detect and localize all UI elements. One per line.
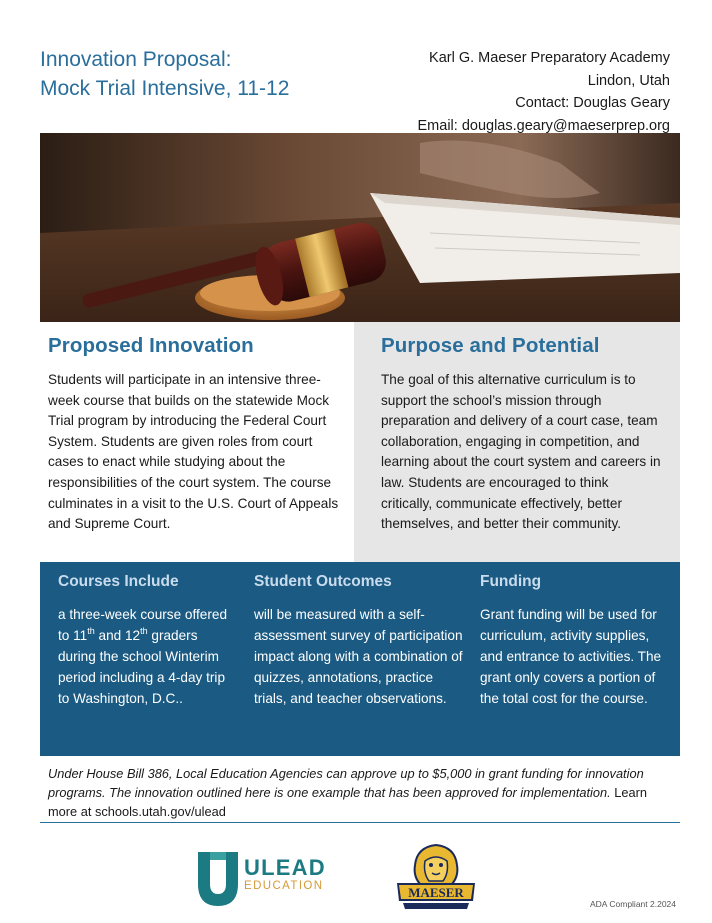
outcomes-heading: Student Outcomes [254,573,392,590]
maeser-lion-logo-icon [393,843,479,911]
purpose-section [354,322,680,562]
maeser-wordmark: MAESER [408,885,464,900]
courses-section [58,573,238,709]
purpose-body: The goal of this alternative curriculum is to support the school’s mission through preparation and delivery of a court case, team collaboration, engaging in competition, and learning about the court system and careers in law. Students are encouraged to think critically, communicate effectively, better themselves, and better their community. [381,372,661,532]
courses-body: a three-week course offered to 11th and 12th graders during the school Winterim period including a 4-day trip to Washington, D.C.. [58,607,228,706]
proposed-body: Students will participate in an intensive three-week course that builds on the statewide Mock Trial program by introducing the Federal Court System. Students are given roles from court cases to enact while studying about the responsibilities of the court system. The course culminates in a visit to the U.S. Court of Appeals and Supreme Court. [48,372,339,532]
proposed-innovation-section [40,322,354,562]
proposed-heading: Proposed Innovation [48,334,254,357]
outcomes-body: will be measured with a self-assessment survey of participation impact along with a combination of quizzes, annotations, practice trials, and teacher observations. [254,607,463,706]
footer-divider [40,822,680,823]
school-location: Lindon, Utah [587,72,670,89]
purpose-heading: Purpose and Potential [381,334,600,357]
ulead-logo [196,844,341,909]
funding-body: Grant funding will be used for curriculum, activity supplies, and entrance to activities. The grant only covers a portion of the total cost for the course. [480,607,662,706]
courses-heading: Courses Include [58,573,179,590]
page-title [40,45,370,103]
contact-email: Email: douglas.geary@maeserprep.org [417,117,670,134]
school-name: Karl G. Maeser Preparatory Academy [429,50,670,66]
note-plain: Learn more at schools.utah.gov/ulead [48,785,647,819]
ulead-wordmark: ULEAD [244,855,326,880]
title-line-1: Innovation Proposal: [40,48,232,71]
contact-name: Contact: Douglas Geary [515,95,670,111]
contact-block [418,47,670,137]
footer-note [48,764,678,821]
outcomes-section [254,573,464,709]
gavel-illustration-icon [40,133,680,322]
details-band [40,562,680,756]
funding-heading: Funding [480,573,542,590]
ulead-subtitle: EDUCATION [244,880,324,892]
gavel-photo [40,133,680,322]
maeser-logo [393,843,479,911]
ulead-logo-icon [196,846,240,908]
note-italic: Under House Bill 386, Local Education Agencies can approve up to $5,000 in grant funding for innovation programs. The innovation outlined here is one example that has been approved for implementation. [48,766,644,800]
ada-compliance-label: ADA Compliant 2.2024 [590,899,676,909]
funding-section [480,573,666,709]
title-line-2: Mock Trial Intensive, 11-12 [40,77,290,100]
